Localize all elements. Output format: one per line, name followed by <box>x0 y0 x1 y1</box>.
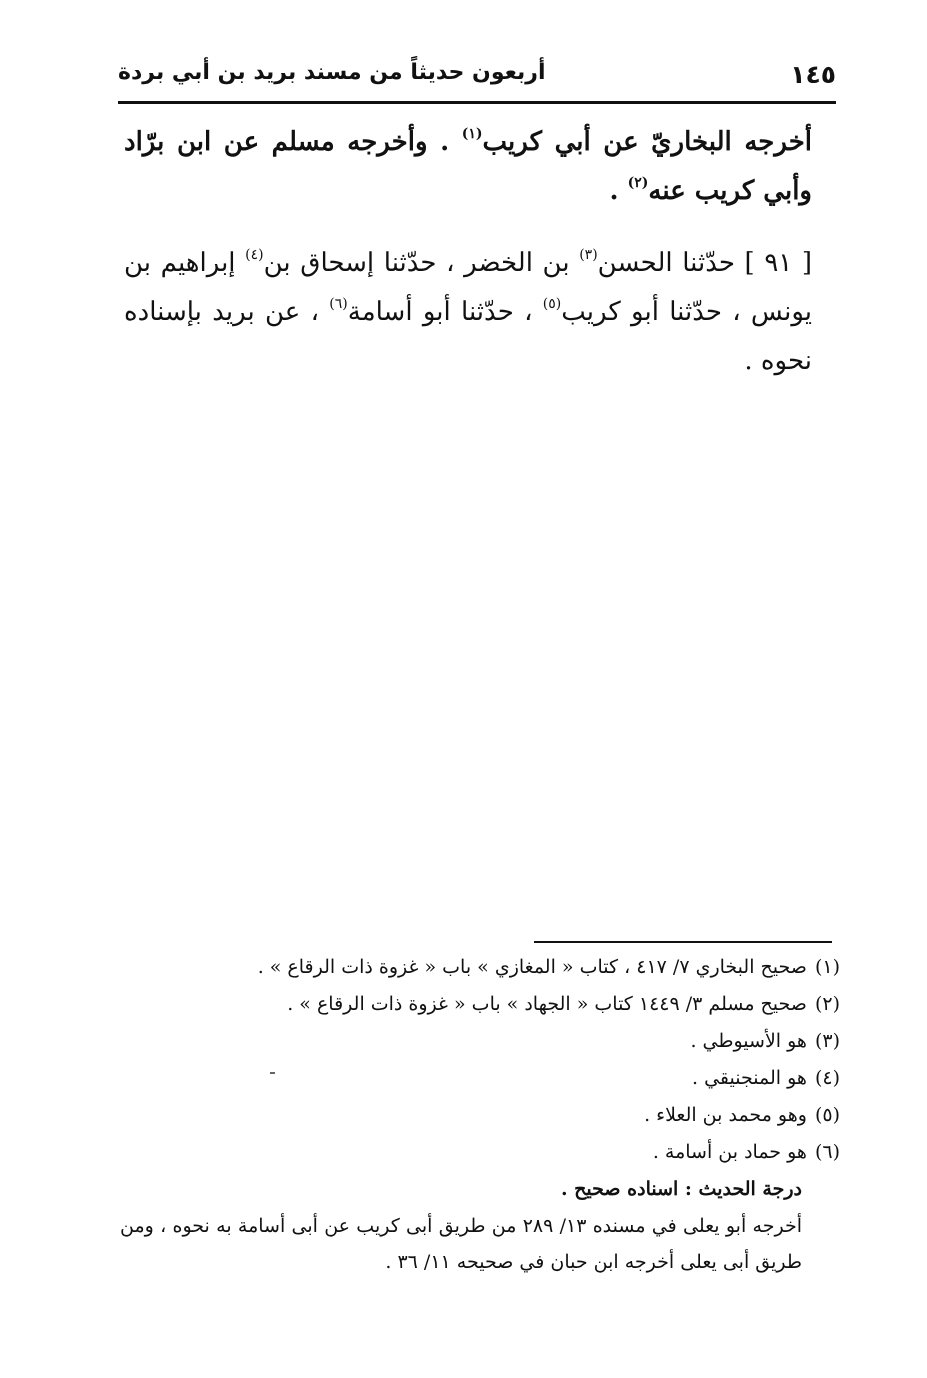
footnote <box>120 1060 840 1097</box>
footnotes <box>120 949 840 1280</box>
page-number: ١٤٥ <box>790 60 836 89</box>
footnote-rule <box>534 941 832 943</box>
main-text <box>124 118 842 386</box>
para1-text-1: أخرجه البخاريّ عن أبي كريب <box>482 127 813 157</box>
footnote-text: صحيح مسلم ٣/ ١٤٤٩ كتاب « الجهاد » باب « غزوة ذات الرقاع » . <box>287 993 807 1015</box>
footnote-ref-3: (٣) <box>579 247 598 263</box>
running-header <box>118 58 836 98</box>
footnote-text: صحيح البخاري ٧/ ٤١٧ ، كتاب « المغازي » باب « غزوة ذات الرقاع » . <box>257 956 807 978</box>
footnote-number: (٤) <box>814 1067 840 1089</box>
footnote-ref-5: (٥) <box>542 296 562 312</box>
para2-text-2: بن الخضر ، حدّثنا إسحاق بن <box>263 248 580 278</box>
footnote-text: وهو محمد بن العلاء . <box>644 1104 807 1126</box>
takhrij-note: أخرجه أبو يعلى في مسنده ١٣/ ٢٨٩ من طريق أبى كريب عن أبى أسامة به نحوه ، ومن طريق أبى يعلى أخرجه ابن حبان في صحيحه ١١/ ٣٦ . <box>120 1215 802 1273</box>
para2-text-4: ، حدّثنا أبو أسامة <box>347 297 543 327</box>
header-rule <box>118 101 836 104</box>
footnote-number: (٥) <box>814 1104 840 1126</box>
footnote-ref-6: (٦) <box>329 296 348 312</box>
footnote <box>120 1023 840 1060</box>
footnote-text: هو الأسيوطي . <box>690 1030 807 1052</box>
para2-text-1: [ ٩١ ] حدّثنا الحسن <box>597 248 813 278</box>
footnote-ref-4: (٤) <box>245 247 264 263</box>
footnote-number: (٢) <box>814 993 840 1015</box>
para2-text-3: إبراهيم بن يونس ، حدّثنا أبو كريب <box>124 248 812 327</box>
para1-text-3: . <box>609 176 628 206</box>
footnote-number: (٣) <box>814 1030 840 1052</box>
footnote-number: (٦) <box>814 1141 840 1163</box>
footnote-text: هو المنجنيقي . <box>692 1067 807 1089</box>
footnote <box>120 1134 840 1171</box>
footnote <box>120 1097 840 1134</box>
footnote-number: (١) <box>814 956 840 978</box>
para2-text-5: ، عن بريد بإسناده نحوه . <box>124 297 812 376</box>
footnote-ref-2: (٢) <box>627 175 649 191</box>
footnote-text: هو حماد بن أسامة . <box>652 1141 807 1163</box>
running-title: أربعون حديثاً من مسند بريد بن أبي بردة <box>118 60 546 85</box>
hadith-grade: درجة الحديث : اسناده صحيح . <box>560 1178 802 1200</box>
footnote <box>120 949 840 986</box>
takhrij-paragraph <box>124 118 842 216</box>
footnote-ref-1: (١) <box>461 126 483 142</box>
para1-text-2: . وأخرجه مسلم عن ابن برّاد وأبي كريب عنه <box>124 127 812 206</box>
hadith-paragraph <box>124 239 842 386</box>
footnote <box>120 986 840 1023</box>
